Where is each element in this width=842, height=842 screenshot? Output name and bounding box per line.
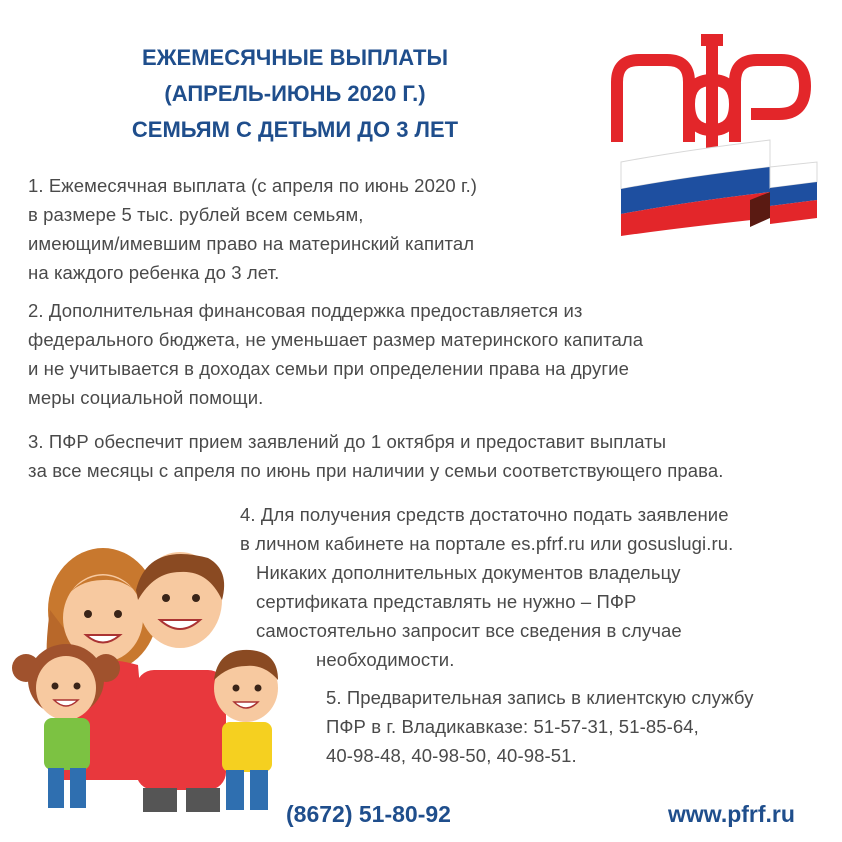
item-1-line: в размере 5 тыс. рублей всем семьям, (28, 204, 364, 225)
item-2-line: и не учитывается в доходах семьи при определении права на другие (28, 358, 630, 379)
item-2-line: меры социальной помощи. (28, 387, 264, 408)
item-3-applications (28, 427, 723, 485)
item-1-line: на каждого ребенка до 3 лет. (28, 262, 280, 283)
father-figure (136, 552, 226, 812)
russian-flag-ribbon (621, 140, 817, 236)
item-2-line: 2. Дополнительная финансовая поддержка предоставляется из (28, 300, 583, 321)
item-4-how-to-apply (240, 500, 733, 674)
family-illustration (8, 540, 288, 815)
item-2-line: федерального бюджета, не уменьшает размер материнского капитала (28, 329, 644, 350)
item-4-line: Никаких дополнительных документов владельцу (256, 562, 681, 583)
page-title (60, 40, 530, 148)
website-link[interactable]: www.pfrf.ru (668, 801, 795, 827)
item-5-line: ПФР в г. Владикавказе: 51-57-31, 51-85-64, (326, 716, 699, 737)
item-4-line: необходимости. (316, 649, 455, 670)
item-3-line: за все месяцы с апреля по июнь при наличии у семьи соответствующего права. (28, 460, 724, 481)
title-line-2: (АПРЕЛЬ-ИЮНЬ 2020 Г.) (164, 81, 426, 106)
item-2-financial-support (28, 296, 643, 412)
item-1-line: 1. Ежемесячная выплата (с апреля по июнь 2020 г.) (28, 175, 478, 196)
title-line-3: СЕМЬЯМ С ДЕТЬМИ ДО 3 ЛЕТ (131, 117, 459, 142)
boy-figure (214, 650, 278, 810)
item-3-line: 3. ПФР обеспечит прием заявлений до 1 октября и предоставит выплаты (28, 431, 667, 452)
item-1-monthly-payment (28, 171, 477, 287)
title-line-1: ЕЖЕМЕСЯЧНЫЕ ВЫПЛАТЫ (141, 45, 449, 70)
item-1-line: имеющим/имевшим право на материнский капитал (28, 233, 475, 254)
item-5-line: 5. Предварительная запись в клиентскую службу (326, 687, 754, 708)
item-4-line: в личном кабинете на портале es.pfrf.ru или gosuslugi.ru. (240, 533, 734, 554)
item-4-line: сертификата представлять не нужно – ПФР (256, 591, 637, 612)
pfr-letters (617, 36, 805, 152)
item-5-line: 40-98-48, 40-98-50, 40-98-51. (326, 745, 577, 766)
item-5-appointment (326, 683, 754, 770)
item-4-line: 4. Для получения средств достаточно подать заявление (240, 504, 729, 525)
contact-phone: (8672) 51-80-92 (286, 801, 451, 827)
item-4-line: самостоятельно запросит все сведения в случае (256, 620, 682, 641)
pfr-logo (605, 22, 820, 237)
